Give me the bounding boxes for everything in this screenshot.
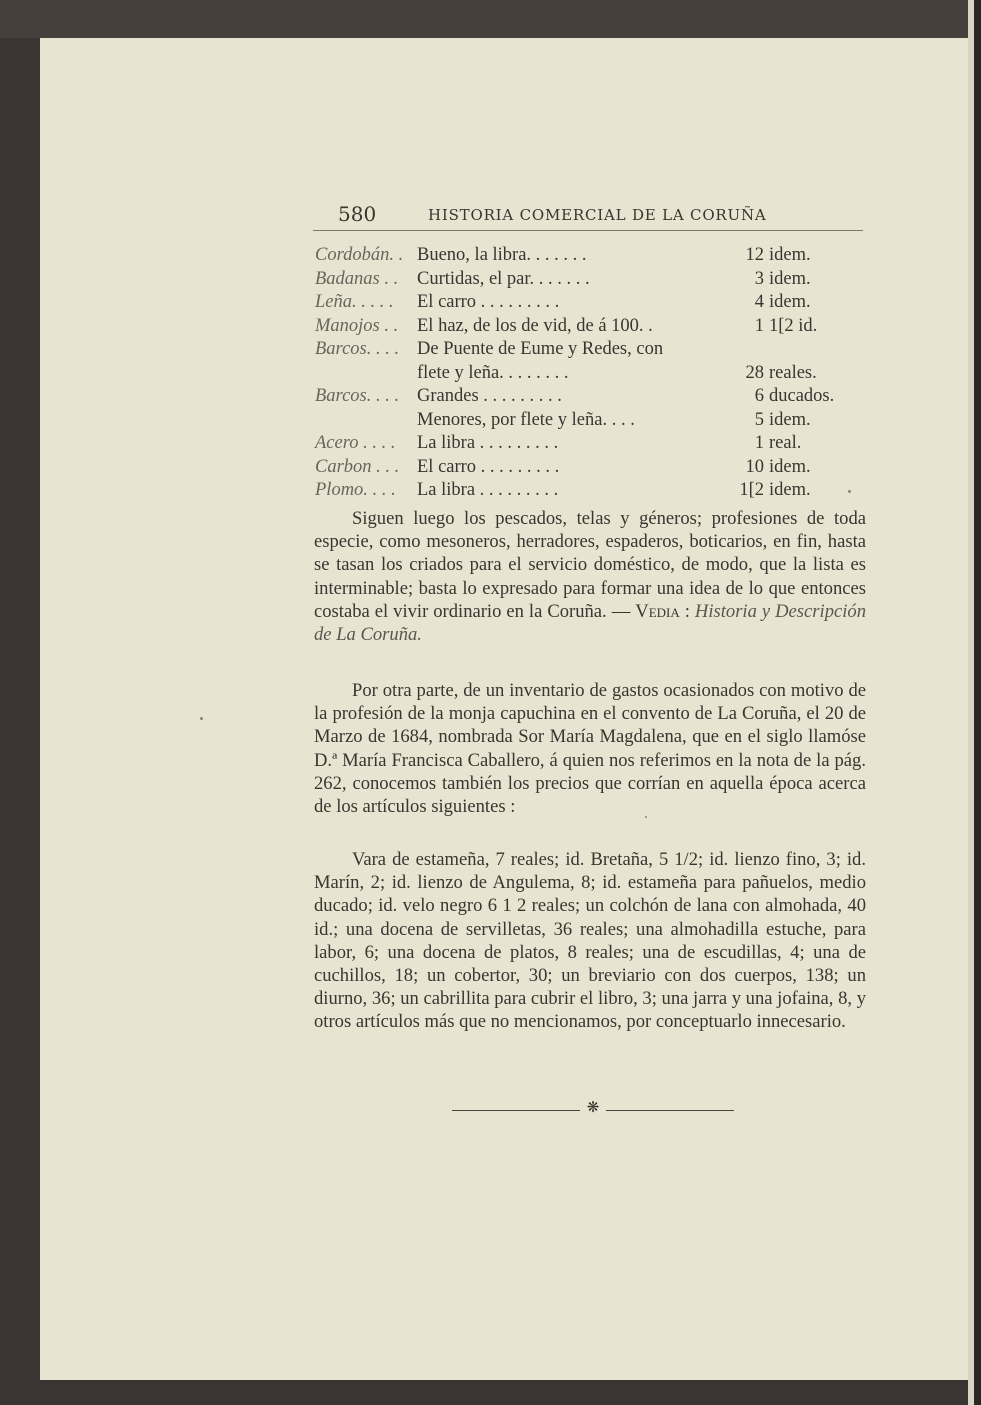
page-number: 580 xyxy=(338,202,377,226)
price-unit: ducados. xyxy=(769,386,835,406)
price-item xyxy=(315,244,403,268)
price-description: La libra . . . . . . . . . xyxy=(417,480,559,500)
price-item-name: Barcos. xyxy=(315,386,372,406)
price-quantity: 4 xyxy=(754,292,764,312)
price-description: El carro . . . . . . . . . xyxy=(417,456,560,477)
running-title: HISTORIA COMERCIAL DE LA CORUÑA xyxy=(428,206,767,224)
price-row xyxy=(313,432,873,456)
price-item-name: Acero xyxy=(315,433,359,453)
price-unit: idem. xyxy=(769,268,811,289)
price-description: Curtidas, el par. . . . . . . xyxy=(417,268,590,289)
paragraph-inventory xyxy=(314,679,866,818)
price-row xyxy=(313,315,873,339)
price-item-leader: . . xyxy=(379,315,399,336)
price-quantity: 6 xyxy=(754,386,764,406)
price-item-leader: . . . xyxy=(371,339,400,359)
price-item-name: Cordobán. xyxy=(315,245,394,265)
price-item-name: Badanas xyxy=(315,268,380,289)
price-description: Bueno, la libra. . . . . . . xyxy=(417,245,587,265)
paper-speck xyxy=(848,490,851,493)
price-unit: idem. xyxy=(769,245,811,265)
price-quantity: 1 xyxy=(754,315,764,336)
price-item-name: Plomo. xyxy=(315,480,368,500)
author-name: Vedia xyxy=(635,600,680,622)
ornament-line-right xyxy=(606,1110,734,1111)
price-description: Menores, por flete y leña. . . . xyxy=(417,409,635,430)
price-row xyxy=(313,479,873,503)
citation-separator: : xyxy=(679,600,695,622)
price-quantity: 12 xyxy=(745,245,764,265)
paragraph-prices-note xyxy=(314,507,866,646)
price-description: El haz, de los de vid, de á 100. . xyxy=(417,315,653,336)
price-row xyxy=(313,244,873,268)
price-quantity: 1 xyxy=(754,433,764,453)
price-item-name: Carbon xyxy=(315,456,372,477)
price-quantity: 28 xyxy=(745,362,764,383)
price-item xyxy=(315,268,398,292)
price-unit: idem. xyxy=(769,292,811,312)
price-item-leader: . . . xyxy=(371,456,400,477)
paragraph-inventory-text: Por otra parte, de un inventario de gastos ocasionados con motivo de la profesión de la monja capuchina en el convento de La Coruña, el 20 de Marzo de 1684, nombrada Sor María Magdalena, que en el siglo llamóse D.ª María Francisca Caballero, á quien nos referimos en la nota de la pág. 262, conocemos también los precios que corrían en aquella época acerca de los artículos siguientes : xyxy=(314,680,866,818)
paragraph-text: Siguen luego los pescados, telas y géneros; profesiones de toda especie, como mesoneros, herradores, espaderos, boticarios, en fin, hasta se tasan los criados para el servicio doméstico, de modo, que la lista es interminable; basta lo expresado para formar una idea de lo que entonces costaba el vivir ordinario en la Coruña. — xyxy=(314,508,866,622)
price-unit: idem. xyxy=(769,456,811,477)
paragraph-article-list xyxy=(314,848,866,1034)
price-item-leader: . xyxy=(393,245,404,265)
cited-work: Historia y Descripción de La Coruña. xyxy=(314,600,866,646)
page-right-edge xyxy=(968,0,981,1405)
paragraph-article-list-text: Vara de estameña, 7 reales; id. Bretaña, 5 1/2; id. lienzo fino, 3; id. Marín, 2; id. lienzo de Angulema, 8; id. estameña para pañuelos, medio ducado; id. velo negro 6 1 2 reales; un colchón de lana con almohada, 40 id.; una docena de servilletas, 36 reales; una almohadilla estuche, para labor, 6; una docena de platos, 8 reales; una de escudillas, 4; una de cuchillos, 18; un cobertor, 30; un breviario con dos cuerpos, 138; un diurno, 36; un cabrillita para cubrir el libro, 3; una jarra y una jofaina, 8, y otros artículos más que no mencionamos, por conceptuarlo innecesario. xyxy=(314,849,866,1033)
price-item xyxy=(315,456,399,480)
price-row xyxy=(313,456,873,480)
page-header xyxy=(313,200,863,231)
price-item xyxy=(315,291,394,315)
price-item-leader: . . . . xyxy=(356,292,394,312)
price-item xyxy=(315,479,396,503)
price-unit: real. xyxy=(769,433,802,453)
price-unit: idem. xyxy=(769,409,811,430)
price-item-leader: . . . xyxy=(371,386,400,406)
price-row xyxy=(313,409,873,433)
price-item xyxy=(315,315,398,339)
price-list xyxy=(313,244,873,503)
price-row xyxy=(313,338,873,362)
price-item-leader: . . xyxy=(379,268,399,289)
scan-background-top xyxy=(0,0,968,38)
price-item-leader: . . . xyxy=(367,480,396,500)
price-description: La libra . . . . . . . . . xyxy=(417,433,559,453)
price-row xyxy=(313,268,873,292)
price-quantity: 3 xyxy=(754,268,764,289)
price-row xyxy=(313,291,873,315)
price-item xyxy=(315,338,399,362)
price-unit: idem. xyxy=(769,480,811,500)
ornament-star: ❋ xyxy=(586,1098,600,1116)
price-item-name: Leña. xyxy=(315,292,357,312)
paper-speck xyxy=(645,816,647,818)
price-row xyxy=(313,385,873,409)
price-description: De Puente de Eume y Redes, con xyxy=(417,339,664,359)
price-item xyxy=(315,385,399,409)
price-item xyxy=(315,432,396,456)
price-quantity: 10 xyxy=(745,456,764,477)
price-row xyxy=(313,362,873,386)
paper-speck xyxy=(200,717,203,720)
price-quantity: 5 xyxy=(754,409,764,430)
price-unit: reales. xyxy=(769,362,817,383)
price-item-name: Manojos xyxy=(315,315,380,336)
price-quantity: 1[2 xyxy=(739,480,764,500)
price-unit: 1[2 id. xyxy=(769,315,818,336)
price-item-name: Barcos. xyxy=(315,339,372,359)
ornament-line-left xyxy=(452,1110,580,1111)
price-description: flete y leña. . . . . . . . xyxy=(417,362,569,383)
section-end-ornament xyxy=(452,1098,734,1120)
price-item-leader: . . . . xyxy=(358,433,396,453)
price-description: El carro . . . . . . . . . xyxy=(417,292,560,312)
price-description: Grandes . . . . . . . . . xyxy=(417,386,562,406)
